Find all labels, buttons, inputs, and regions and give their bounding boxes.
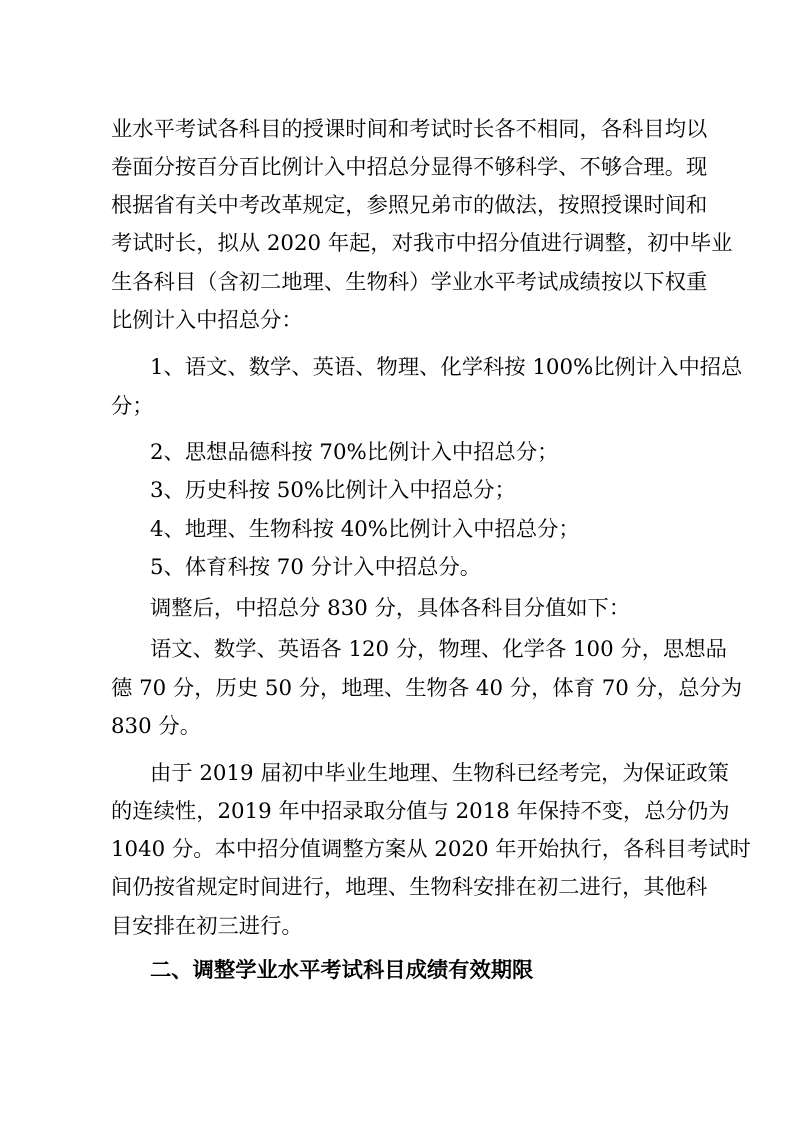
item4: 4、地理、生物科按 40%比例计入中招总分； — [150, 517, 580, 542]
adjust-intro: 调整后，中招总分 830 分，具体各科目分值如下： — [150, 596, 631, 621]
para1-line-1: 业水平考试各科目的授课时间和考试时长各不相同，各科目均以 — [111, 117, 708, 142]
para2019-line-5: 目安排在初三进行。 — [111, 914, 303, 939]
para1-line-3: 根据省有关中考改革规定，参照兄弟市的做法，按照授课时间和 — [111, 193, 708, 218]
para1-line-2: 卷面分按百分百比例计入中招总分显得不够科学、不够合理。现 — [111, 155, 708, 180]
item1-line-2: 分； — [111, 394, 154, 419]
scores-line-1: 语文、数学、英语各 120 分，物理、化学各 100 分，思想品 — [150, 637, 727, 662]
item1-line-1: 1、语文、数学、英语、物理、化学科按 100%比例计入中招总 — [150, 355, 743, 380]
para2019-line-1: 由于 2019 届初中毕业生地理、生物科已经考完，为保证政策 — [150, 761, 729, 786]
para1-line-6: 比例计入中招总分： — [111, 308, 303, 333]
para1-line-5: 生各科目（含初二地理、生物科）学业水平考试成绩按以下权重 — [111, 270, 708, 295]
para2019-line-2: 的连续性，2019 年中招录取分值与 2018 年保持不变，总分仍为 — [111, 799, 730, 824]
item3: 3、历史科按 50%比例计入中招总分； — [150, 478, 516, 503]
para2019-line-4: 间仍按省规定时间进行，地理、生物科安排在初二进行，其他科 — [111, 875, 708, 900]
scores-line-2: 德 70 分，历史 50 分，地理、生物各 40 分，体育 70 分，总分为 — [111, 676, 743, 701]
para2019-line-3: 1040 分。本中招分值调整方案从 2020 年开始执行，各科目考试时 — [111, 837, 751, 862]
para1-line-4: 考试时长，拟从 2020 年起，对我市中招分值进行调整，初中毕业 — [111, 231, 733, 256]
scores-line-3: 830 分。 — [111, 714, 202, 739]
section2-heading: 二、调整学业水平考试科目成绩有效期限 — [150, 958, 534, 983]
item5: 5、体育科按 70 分计入中招总分。 — [150, 555, 482, 580]
item2: 2、思想品德科按 70%比例计入中招总分； — [150, 440, 559, 465]
